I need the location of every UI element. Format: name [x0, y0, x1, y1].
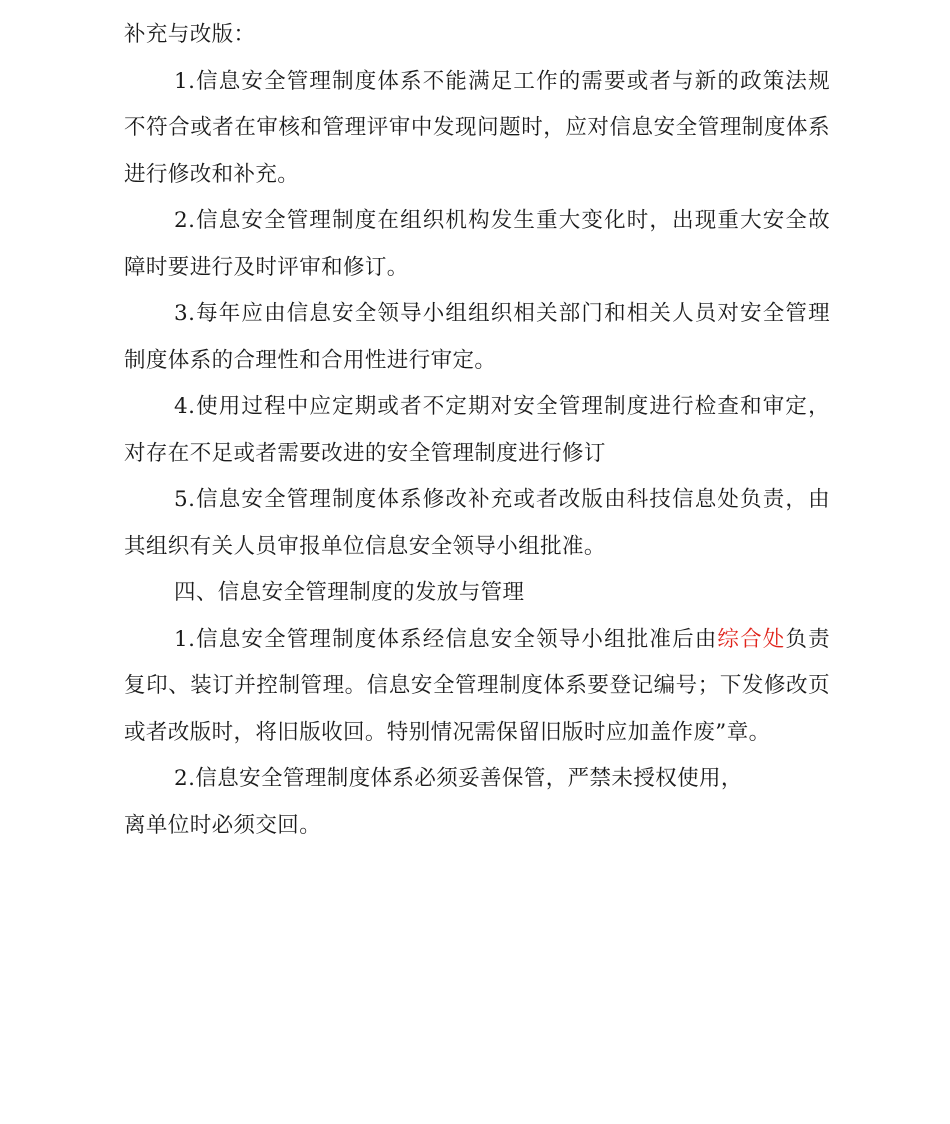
- clause-4-periodic-check: 4.使用过程中应定期或者不定期对安全管理制度进行检查和审定，对存在不足或者需要改进的安全管理制度进行修订: [124, 394, 830, 466]
- section-heading-distribution: 四、信息安全管理制度的发放与管理: [174, 580, 525, 605]
- clause-3-annual-review: 3.每年应由信息安全领导小组组织相关部门和相关人员对安全管理制度体系的合理性和合用性进行审定。: [124, 301, 830, 373]
- clause-distribution-2-line-2: 离单位时必须交回。: [124, 812, 322, 838]
- clause-5-revision-approval: 5.信息安全管理制度体系修改补充或者改版由科技信息处负责，由其组织有关人员审报单位信息安全领导小组批准。: [124, 487, 830, 559]
- highlighted-department: 综合处: [717, 626, 786, 652]
- clause-2-org-change-review: 2.信息安全管理制度在组织机构发生重大变化时，出现重大安全故障时要进行及时评审和修订。: [124, 208, 830, 280]
- clause-distribution-2: [124, 756, 830, 803]
- clause-distribution-2-continued: [124, 803, 830, 850]
- document-page: [124, 12, 830, 849]
- section-heading-supplement: 补充与改版：: [124, 22, 256, 47]
- clause-distribution-1: [124, 617, 830, 757]
- clause-distribution-2-line-1: 2.信息安全管理制度体系必须妥善保管，严禁未授权使用，: [174, 766, 743, 791]
- clause-distribution-1-after: 负责复印、装订并控制管理。信息安全管理制度体系要登记编号；下发修改页或者改版时，将旧版收回。特别情况需保留旧版时应加盖作废”章。: [124, 626, 831, 745]
- clause-distribution-1-before: 1.信息安全管理制度体系经信息安全领导小组批准后由: [174, 626, 718, 652]
- clause-1-revision-trigger: 1.信息安全管理制度体系不能满足工作的需要或者与新的政策法规不符合或者在审核和管理评审中发现问题时，应对信息安全管理制度体系进行修改和补充。: [124, 68, 830, 187]
